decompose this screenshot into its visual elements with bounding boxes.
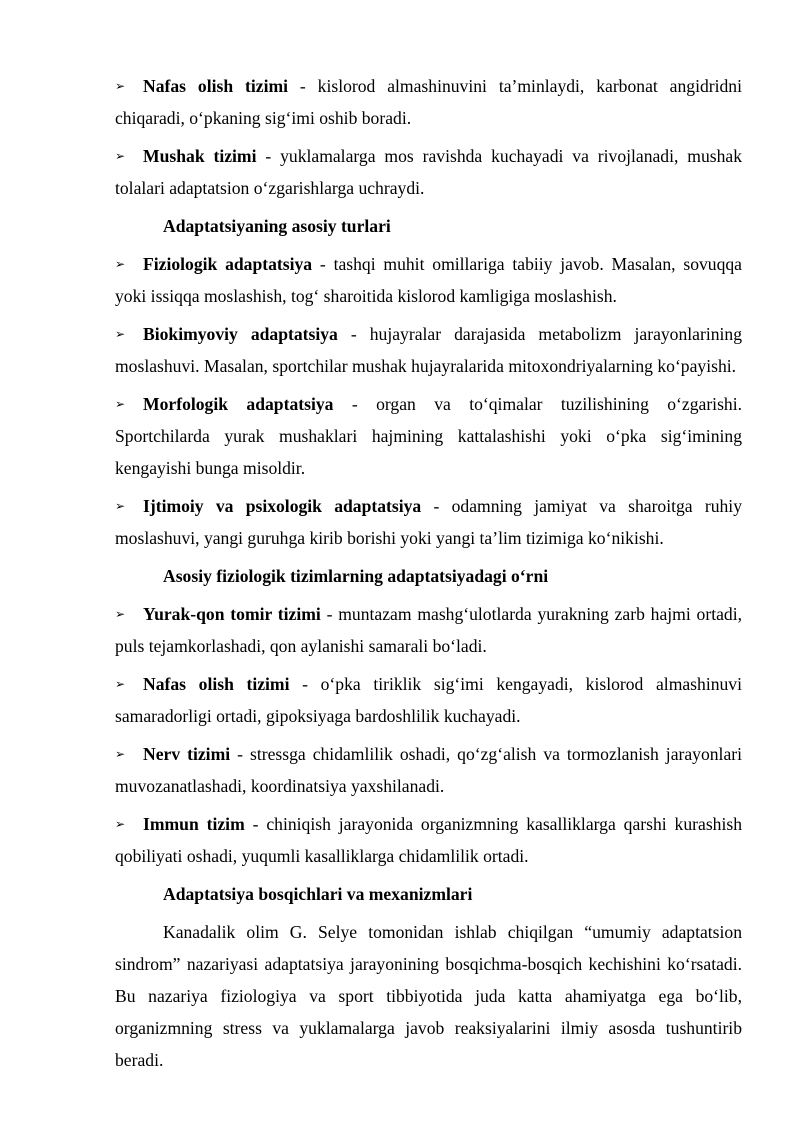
bullet-text: - odamning jamiyat va sharoitga ruhiy moslashuvi, yangi guruhga kirib borishi yoki yangi ta’lim tizimiga ko‘nikishi. (115, 496, 742, 548)
bullet-item (115, 490, 742, 554)
arrow-bullet-icon: ➢ (115, 79, 126, 93)
arrow-bullet-icon: ➢ (115, 677, 126, 691)
arrow-bullet-icon: ➢ (115, 257, 126, 271)
bullet-text: - tashqi muhit omillariga tabiiy javob. Masalan, sovuqqa yoki issiqqa moslashish, tog‘ sharoitida kislorod kamligiga moslashish. (115, 254, 742, 306)
bullet-term: Nerv tizimi (143, 744, 231, 764)
bullet-item (115, 598, 742, 662)
body-paragraph: Kanadalik olim G. Selye tomonidan ishlab chiqilgan “umumiy adaptatsion sindrom” nazariyasi adaptatsiya jarayonining bosqichma-bosqich kechishini ko‘rsatadi. Bu nazariya fiziologiya va sport tibbiyotida juda katta ahamiyatga ega bo‘lib, organizmning stress va yuklamalarga javob reaksiyalarini ilmiy asosda tushuntirib beradi. (115, 922, 742, 1070)
bullet-term: Nafas olish tizimi (143, 76, 288, 96)
bullet-term: Biokimyoviy adaptatsiya (143, 324, 338, 344)
bullet-text: - o‘pka tiriklik sig‘imi kengayadi, kislorod almashinuvi samaradorligi ortadi, gipoksiyaga bardoshlilik kuchayadi. (115, 674, 742, 726)
bullet-item (115, 140, 742, 204)
bullet-text: - stressga chidamlilik oshadi, qo‘zg‘alish va tormozlanish jarayonlari muvozanatlashadi, koordinatsiya yaxshilanadi. (115, 744, 742, 796)
arrow-bullet-icon: ➢ (115, 607, 126, 621)
bullet-term: Ijtimoiy va psixologik adaptatsiya (143, 496, 422, 516)
section-heading: Adaptatsiya bosqichlari va mexanizmlari (163, 884, 473, 904)
bullet-item (115, 668, 742, 732)
bullet-text: - chiniqish jarayonida organizmning kasalliklarga qarshi kurashish qobiliyati oshadi, yuqumli kasalliklarga chidamlilik ortadi. (115, 814, 742, 866)
bullet-term: Fiziologik adaptatsiya (143, 254, 313, 274)
bullet-term: Yurak-qon tomir tizimi (143, 604, 321, 624)
bullet-text: - hujayralar darajasida metabolizm jarayonlarining moslashuvi. Masalan, sportchilar mushak hujayralarida mitoxondriyalarning ko‘payishi. (115, 324, 742, 376)
bullet-term: Immun tizim (143, 814, 245, 834)
bullet-item (115, 388, 742, 484)
bullet-item (115, 738, 742, 802)
section-heading: Adaptatsiyaning asosiy turlari (163, 216, 391, 236)
arrow-bullet-icon: ➢ (115, 817, 126, 831)
bullet-text: - yuklamalarga mos ravishda kuchayadi va rivojlanadi, mushak tolalari adaptatsion o‘zgarishlarga uchraydi. (115, 146, 742, 198)
arrow-bullet-icon: ➢ (115, 327, 126, 341)
bullet-text: - muntazam mashg‘ulotlarda yurakning zarb hajmi ortadi, puls tejamkorlashadi, qon aylanishi samarali bo‘ladi. (115, 604, 742, 656)
bullet-item (115, 70, 742, 134)
section-heading: Asosiy fiziologik tizimlarning adaptatsiyadagi o‘rni (163, 566, 549, 586)
bullet-text: - organ va to‘qimalar tuzilishining o‘zgarishi. Sportchilarda yurak mushaklari hajmining kattalashishi yoki o‘pka sig‘imining kengayishi bunga misoldir. (115, 394, 743, 478)
bullet-term: Morfologik adaptatsiya (143, 394, 334, 414)
arrow-bullet-icon: ➢ (115, 747, 126, 761)
arrow-bullet-icon: ➢ (115, 149, 126, 163)
document-body (115, 70, 742, 1076)
bullet-text: - kislorod almashinuvini ta’minlaydi, karbonat angidridni chiqaradi, o‘pkaning sig‘imi oshib boradi. (115, 76, 742, 128)
bullet-item (115, 318, 742, 382)
arrow-bullet-icon: ➢ (115, 499, 126, 513)
bullet-item (115, 808, 742, 872)
bullet-term: Mushak tizimi (143, 146, 257, 166)
bullet-term: Nafas olish tizimi (143, 674, 290, 694)
bullet-item (115, 248, 742, 312)
arrow-bullet-icon: ➢ (115, 397, 126, 411)
